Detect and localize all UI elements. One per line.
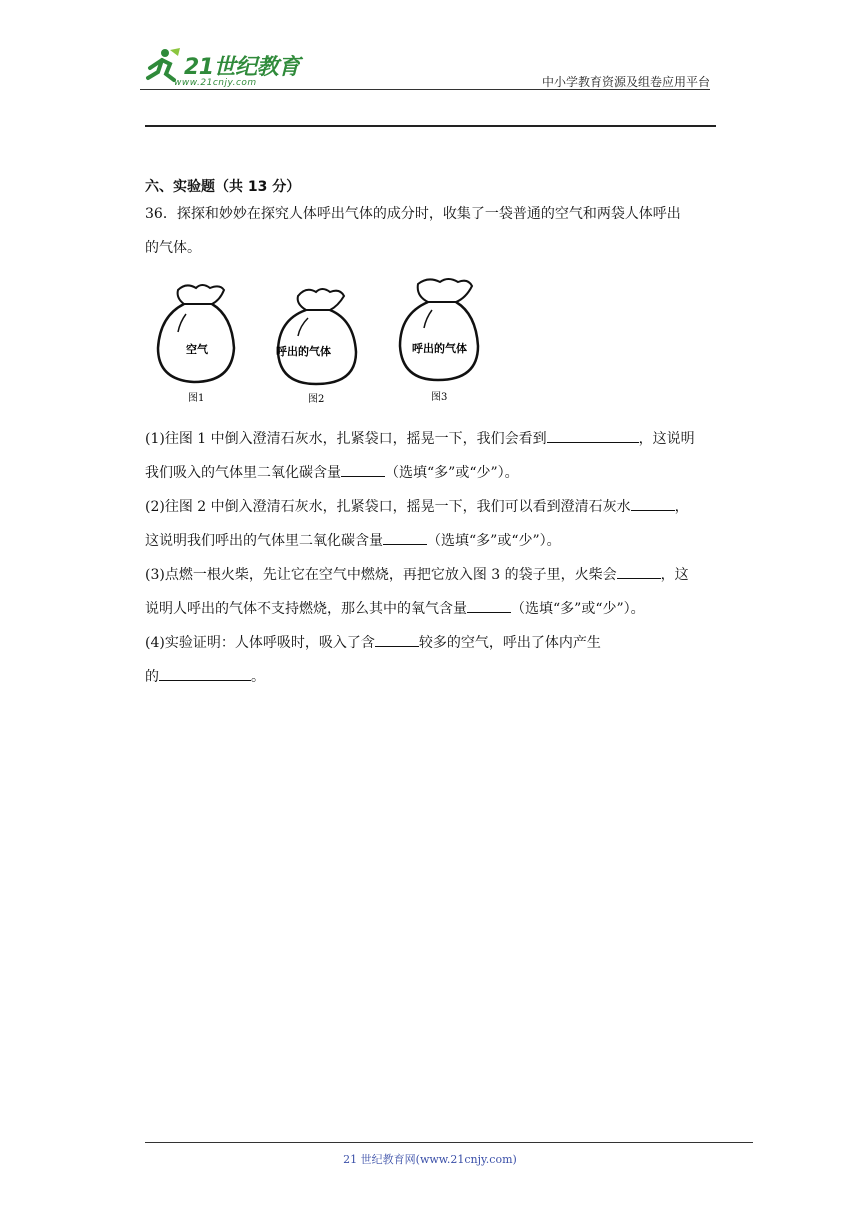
bag-figure-3: [400, 279, 478, 403]
logo-text: 21世纪教育: [184, 55, 300, 80]
fig-1-caption: 图1: [188, 393, 205, 404]
question-2-line2: [145, 530, 561, 551]
header-divider: [140, 89, 710, 90]
q3-text-b: ，这: [660, 567, 689, 583]
q4-blank-2[interactable]: [159, 666, 251, 681]
section-title: 六、实验题（共 13 分）: [145, 179, 301, 195]
q1-text-c: 我们吸入的气体里二氧化碳含量: [145, 465, 341, 481]
question-4-line2: [145, 666, 265, 687]
q2-text-d: （选填“多”或“少”）。: [427, 533, 561, 549]
question-2-line1: [145, 496, 689, 517]
question-intro-line2: 的气体。: [145, 240, 201, 256]
header-rule: [145, 125, 716, 127]
question-3-line1: [145, 564, 689, 585]
q2-blank-2[interactable]: [383, 530, 427, 545]
q2-text-c: 这说明我们呼出的气体里二氧化碳含量: [145, 533, 383, 549]
question-1-line1: [145, 428, 695, 449]
q4-blank-1[interactable]: [375, 632, 419, 647]
bag-figure-2: [276, 289, 356, 405]
q3-text-d: （选填“多”或“少”）。: [511, 601, 645, 617]
q3-blank-1[interactable]: [617, 564, 661, 579]
q2-text-a: (2)往图 2 中倒入澄清石灰水，扎紧袋口，摇晃一下，我们可以看到澄清石灰水: [145, 499, 631, 515]
question-4-line1: [145, 632, 601, 653]
q1-text-b: ，这说明: [638, 431, 695, 447]
footer-divider: [145, 1142, 753, 1143]
q3-text-c: 说明人呼出的气体不支持燃烧，那么其中的氧气含量: [145, 601, 467, 617]
q4-text-c: 的: [145, 669, 159, 685]
question-intro-line1: 36．探探和妙妙在探究人体呼出气体的成分时，收集了一袋普通的空气和两袋人体呼出: [145, 206, 681, 222]
q3-blank-2[interactable]: [467, 598, 511, 613]
q2-blank-1[interactable]: [631, 496, 675, 511]
footer-link[interactable]: 21 世纪教育网(www.21cnjy.com): [343, 1153, 517, 1166]
q1-blank-2[interactable]: [341, 462, 385, 477]
bag-2-label: 呼出的气体: [276, 345, 331, 358]
site-logo: [140, 46, 310, 94]
q4-text-b: 较多的空气，呼出了体内产生: [418, 635, 601, 651]
q4-text-d: 。: [251, 669, 265, 685]
q1-blank-1[interactable]: [547, 428, 639, 443]
bag-figures: [150, 276, 490, 411]
q3-text-a: (3)点燃一根火柴，先让它在空气中燃烧，再把它放入图 3 的袋子里，火柴会: [145, 567, 617, 583]
q4-text-a: (4)实验证明：人体呼吸时，吸入了含: [145, 635, 375, 651]
q1-text-d: （选填“多”或“少”）。: [385, 465, 519, 481]
fig-2-caption: 图2: [308, 394, 325, 405]
header-slogan: 中小学教育资源及组卷应用平台: [541, 75, 710, 89]
bag-figure-1: [158, 285, 234, 404]
question-3-line2: [145, 598, 645, 619]
bag-1-label: 空气: [186, 343, 208, 356]
fig-3-caption: 图3: [431, 392, 448, 403]
logo-url: www.21cnjy.com: [174, 78, 257, 88]
q1-text-a: (1)往图 1 中倒入澄清石灰水，扎紧袋口，摇晃一下，我们会看到: [145, 431, 547, 447]
q2-text-b: ，: [674, 499, 689, 515]
question-1-line2: [145, 462, 519, 483]
bag-3-label: 呼出的气体: [412, 342, 467, 355]
